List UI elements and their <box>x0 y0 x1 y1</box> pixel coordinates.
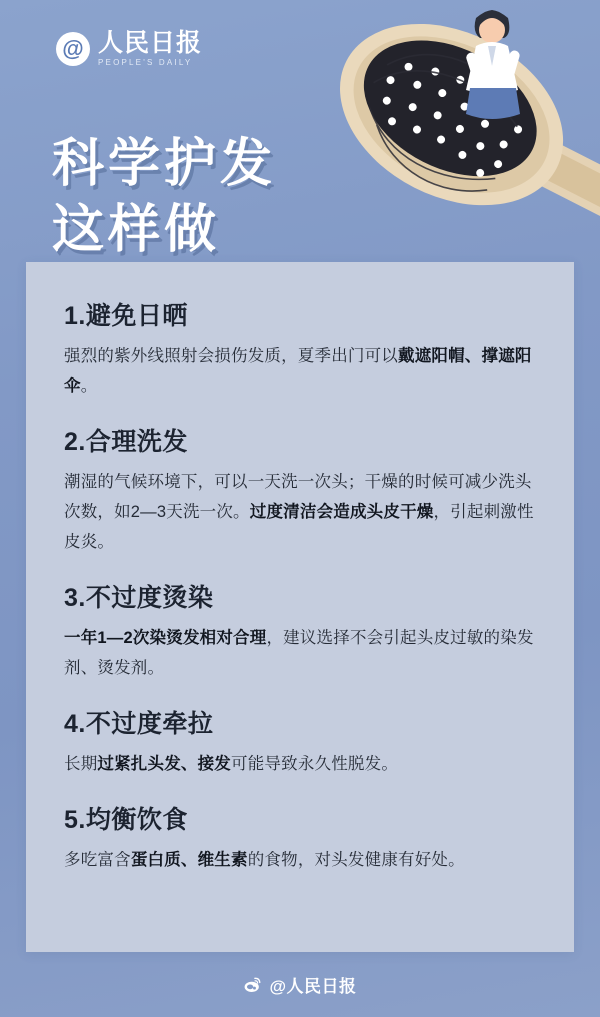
tip-title: 5.均衡饮食 <box>64 806 188 835</box>
list-item <box>64 800 536 875</box>
tip-body: 强烈的紫外线照射会损伤发质，夏季出门可以戴遮阳帽、撑遮阳伞。 <box>64 347 532 396</box>
brand-logo-text <box>98 30 202 67</box>
list-item <box>64 422 536 557</box>
tip-title: 4.不过度牵拉 <box>64 710 214 739</box>
footer <box>0 952 600 1017</box>
page-title <box>52 131 276 264</box>
tips-list <box>26 262 574 875</box>
tip-title: 1.避免日晒 <box>64 302 188 330</box>
tip-body: 多吃富含蛋白质、维生素的食物，对头发健康有好处。 <box>64 851 465 870</box>
at-icon: @ <box>56 32 90 66</box>
tip-body: 长期过紧扎头发、接发可能导致永久性脱发。 <box>64 755 399 774</box>
brand-name-cn: 人民日报 <box>98 29 203 57</box>
list-item <box>64 296 536 401</box>
poster-header <box>0 0 600 262</box>
tip-body: 一年1—2次染烫发相对合理，建议选择不会引起头皮过敏的染发剂、烫发剂。 <box>64 629 534 678</box>
footer-account: @人民日报 <box>269 977 357 996</box>
page-title-line-2: 这样做 <box>52 201 221 260</box>
brand-name-en: PEOPLE'S DAILY <box>98 58 193 68</box>
list-item <box>64 704 536 779</box>
brand-logo <box>56 30 202 67</box>
doctor-figure <box>465 10 521 119</box>
tip-title: 2.合理洗发 <box>64 428 188 457</box>
tip-title: 3.不过度烫染 <box>64 584 214 613</box>
tip-body: 潮湿的气候环境下，可以一天洗一次头；干燥的时候可减少洗头次数，如2—3天洗一次。过度清洁会造成头皮干燥，引起刺激性皮炎。 <box>64 473 534 552</box>
tips-card <box>26 262 574 952</box>
hairbrush-illustration <box>270 0 600 262</box>
weibo-icon <box>243 975 262 994</box>
list-item <box>64 578 536 683</box>
page-title-line-1: 科学护发 <box>52 134 277 193</box>
